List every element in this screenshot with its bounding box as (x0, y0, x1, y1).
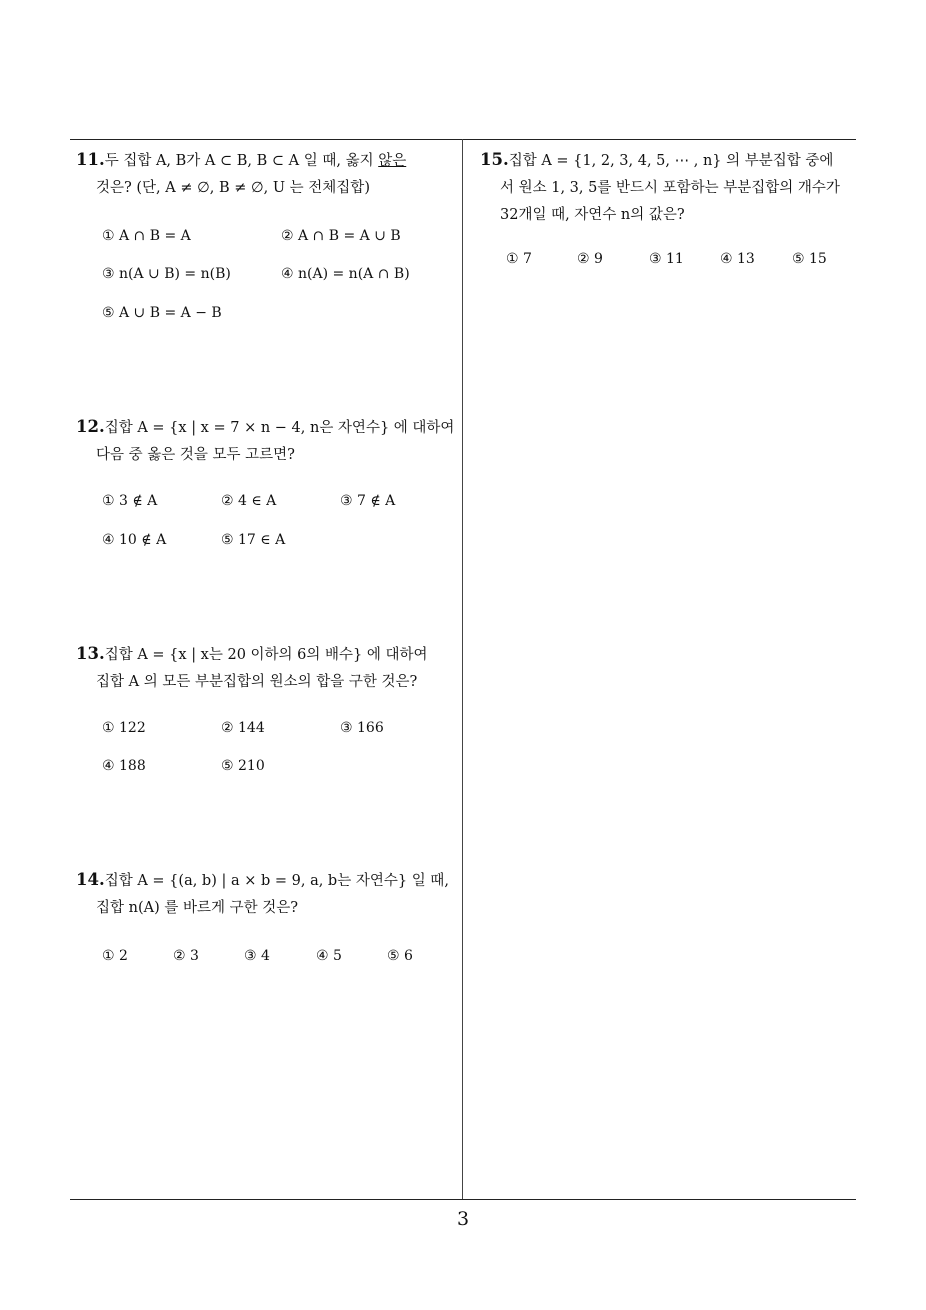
question-12 (76, 413, 454, 469)
option-5[interactable]: ⑤ 17 ∈ A (221, 532, 286, 548)
question-stem: 서 원소 1, 3, 5를 반드시 포함하는 부분집합의 개수가 (500, 180, 840, 196)
question-14 (76, 866, 449, 922)
option-5[interactable]: ⑤ 6 (387, 948, 413, 964)
option-2[interactable]: ② 9 (577, 251, 603, 267)
question-15 (480, 146, 840, 229)
option-5[interactable]: ⑤ 210 (221, 758, 265, 774)
option-4[interactable]: ④ 188 (102, 758, 146, 774)
option-4[interactable]: ④ 13 (720, 251, 755, 267)
bottom-rule (70, 1199, 856, 1200)
question-stem: 집합 A = {1, 2, 3, 4, 5, ⋯ , n} 의 부분집합 중에 (508, 153, 834, 169)
question-number: 14. (76, 870, 105, 889)
question-number: 12. (76, 417, 105, 436)
option-3[interactable]: ③ 7 ∉ A (340, 493, 396, 509)
underlined-word: 않은 (378, 153, 407, 169)
option-4[interactable]: ④ 5 (316, 948, 342, 964)
option-2[interactable]: ② A ∩ B = A ∪ B (281, 228, 401, 244)
option-1[interactable]: ① 3 ∉ A (102, 493, 158, 509)
column-divider (462, 139, 463, 1200)
option-1[interactable]: ① 2 (102, 948, 128, 964)
question-stem: 집합 A = {x | x는 20 이하의 6의 배수} 에 대하여 (104, 647, 428, 663)
option-3[interactable]: ③ n(A ∪ B) = n(B) (102, 266, 231, 282)
question-stem: 다음 중 옳은 것을 모두 고르면? (96, 447, 295, 463)
option-3[interactable]: ③ 4 (244, 948, 270, 964)
question-number: 15. (480, 150, 509, 169)
option-1[interactable]: ① 7 (506, 251, 532, 267)
option-4[interactable]: ④ 10 ∉ A (102, 532, 167, 548)
question-stem: 집합 A 의 모든 부분집합의 원소의 합을 구한 것은? (96, 674, 418, 690)
option-2[interactable]: ② 144 (221, 720, 265, 736)
option-4[interactable]: ④ n(A) = n(A ∩ B) (281, 266, 410, 282)
option-2[interactable]: ② 3 (173, 948, 199, 964)
option-2[interactable]: ② 4 ∈ A (221, 493, 277, 509)
option-3[interactable]: ③ 11 (649, 251, 684, 267)
question-stem: 집합 A = {x | x = 7 × n − 4, n은 자연수} 에 대하여 (104, 420, 455, 436)
question-13 (76, 640, 428, 696)
page-number: 3 (456, 1208, 470, 1230)
question-stem: 집합 n(A) 를 바르게 구한 것은? (96, 900, 299, 916)
option-1[interactable]: ① A ∩ B = A (102, 228, 191, 244)
question-number: 11. (76, 150, 105, 169)
question-number: 13. (76, 644, 105, 663)
question-stem: 집합 A = {(a, b) | a × b = 9, a, b는 자연수} 일 때, (104, 873, 449, 889)
option-1[interactable]: ① 122 (102, 720, 146, 736)
question-stem: 것은? (단, A ≠ ∅, B ≠ ∅, U 는 전체집합) (96, 180, 370, 196)
top-rule (70, 139, 856, 140)
question-11 (76, 146, 406, 202)
question-stem: 두 집합 A, B가 A ⊂ B, B ⊂ A 일 때, 옳지 (104, 153, 379, 169)
question-stem: 32개일 때, 자연수 n의 값은? (500, 207, 685, 223)
option-3[interactable]: ③ 166 (340, 720, 384, 736)
option-5[interactable]: ⑤ A ∪ B = A − B (102, 305, 222, 321)
option-5[interactable]: ⑤ 15 (792, 251, 827, 267)
